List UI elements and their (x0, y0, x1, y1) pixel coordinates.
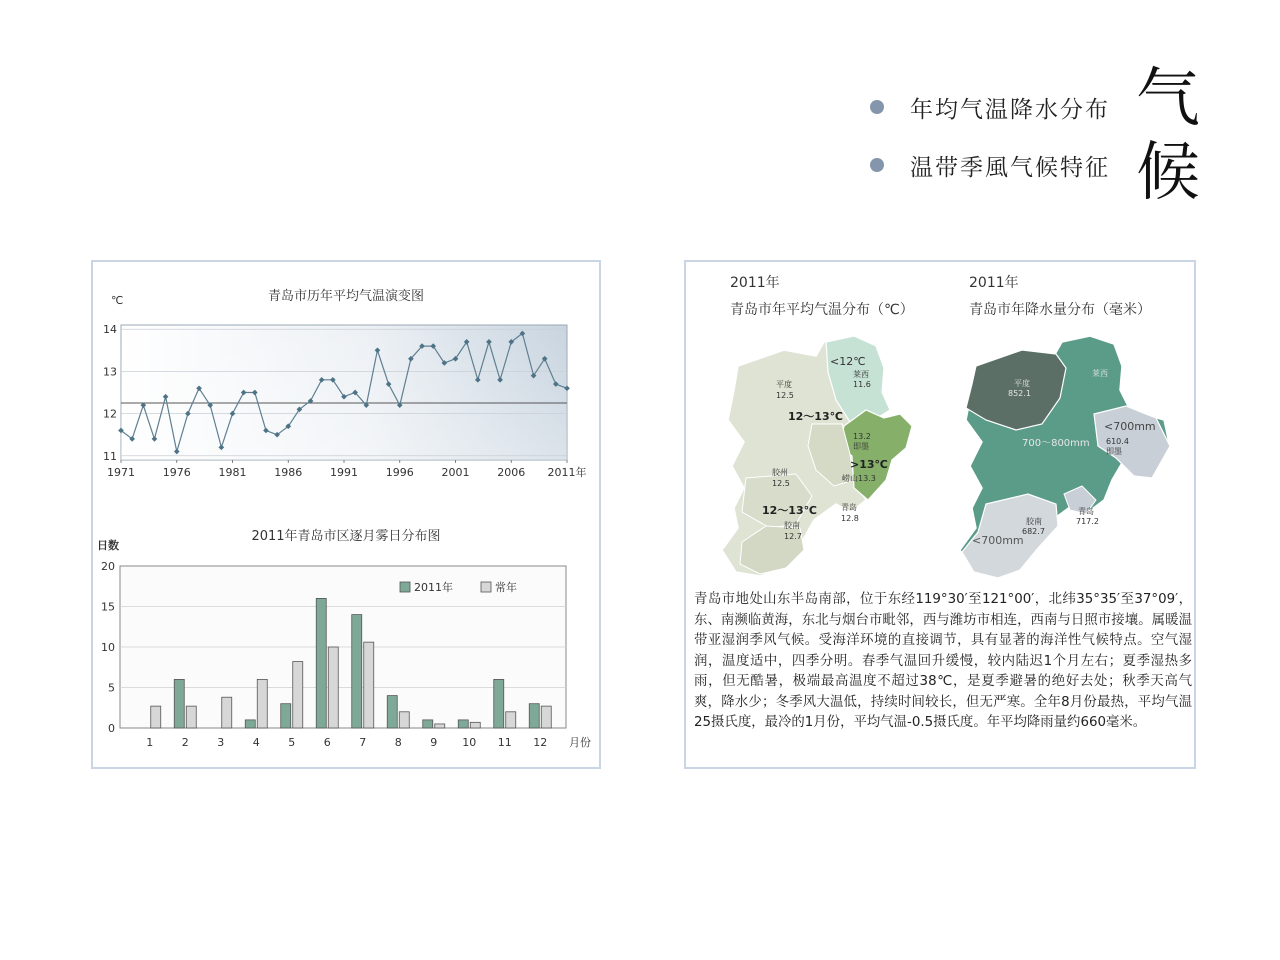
fog-x-ticks (146, 736, 547, 749)
fog-x-tick-label: 1 (146, 736, 154, 749)
zone-label: 12～13℃ (788, 410, 843, 423)
fog-bar-2011 (352, 615, 362, 728)
zone-label: >13℃ (850, 458, 888, 471)
temp-y-ticks (103, 323, 117, 463)
fog-bar-normal (328, 647, 338, 728)
city-label: 平度 (776, 380, 792, 389)
city-value: 13.2 (853, 432, 871, 441)
temp-map (722, 336, 912, 576)
fog-chart-title: 2011年青岛市区逐月雾日分布图 (251, 529, 441, 544)
fog-bar-2011 (174, 679, 184, 728)
zone-label: <700mm (972, 534, 1024, 547)
fog-y-tick-label: 10 (101, 641, 115, 654)
maps-svg (686, 328, 1194, 588)
city-label: 青岛 (1078, 507, 1094, 516)
fog-bar-normal (435, 724, 445, 728)
fog-x-tick-label: 5 (288, 736, 296, 749)
fog-x-tick-label: 4 (252, 736, 260, 749)
rain-map-title: 青岛市年降水量分布（毫米） (969, 302, 1151, 318)
city-label: 莱西 (1092, 369, 1108, 378)
city-label: 莱西 (853, 370, 869, 379)
fog-bar-normal (151, 706, 161, 728)
city-value: 610.4 (1106, 437, 1129, 446)
header-bullets (870, 78, 1130, 194)
temp-x-tick-label: 2001 (441, 466, 470, 479)
city-label: 即墨 (853, 442, 869, 451)
fog-chart-xlabel: 月份 (569, 736, 591, 749)
city-label: 即墨 (1106, 447, 1122, 456)
city-value: 717.2 (1076, 517, 1099, 526)
temp-y-tick-label: 13 (103, 365, 117, 379)
charts-panel (91, 260, 601, 769)
rain-map (960, 336, 1170, 578)
climate-description: 青岛市地处山东半岛南部，位于东经119°30′至121°00′，北纬35°35′至37°09′，东、南濒临黄海，东北与烟台市毗邻，西与潍坊市相连，西南与日照市接壤。属暖温带亚湿润季风气候。受海洋环境的直接调节，具有显著的海洋性气候特点。空气湿润，温度适中，四季分明。春季气温回升缓慢，较内陆迟1个月左右；夏季湿热多雨，但无酷暑，极端最高温度不超过38℃，是夏季避暑的绝好去处；秋季天高气爽，降水少；冬季风大温低，持续时间较长，但无严寒。全年8月份最热，平均气温25摄氏度，最冷的1月份，平均气温-0.5摄氏度。年平均降雨量约660毫米。 (694, 592, 1192, 730)
temp-x-tick-label: 2006 (497, 466, 526, 479)
temp-x-tick-label: 1996 (385, 466, 414, 479)
fog-bar-normal (364, 642, 374, 728)
temp-x-tick-label: 1986 (274, 466, 303, 479)
city-value: 11.6 (853, 380, 871, 389)
charts-svg (93, 262, 599, 767)
city-value: 12.7 (784, 532, 802, 541)
city-value: 682.7 (1022, 527, 1045, 536)
zone-label: 700～800mm (1022, 438, 1090, 449)
fog-bar-normal (399, 712, 409, 728)
temp-chart-unit: ℃ (111, 294, 124, 307)
fog-x-tick-label: 10 (462, 736, 477, 749)
temp-map-title: 青岛市年平均气温分布（℃） (730, 302, 914, 318)
bullet-item (870, 136, 1130, 194)
zone-label: <700mm (1104, 420, 1156, 433)
fog-bar-2011 (316, 598, 326, 728)
fog-y-tick-label: 0 (108, 722, 115, 735)
maps-panel (684, 260, 1196, 769)
city-label: 胶南 (784, 521, 800, 530)
fog-x-tick-label: 9 (430, 736, 438, 749)
temp-x-tick-label: 1971 (107, 466, 135, 479)
temp-plot-overlay (121, 325, 567, 460)
fog-bar-normal (541, 706, 551, 728)
fog-bar-2011 (529, 704, 539, 728)
temp-x-tick-label: 1976 (162, 466, 191, 479)
legend-swatch-normal (481, 582, 491, 592)
city-label: 青岛 (841, 503, 857, 512)
fog-x-tick-label: 7 (359, 736, 367, 749)
zone-label: <12℃ (830, 355, 866, 368)
legend-swatch-2011 (400, 582, 410, 592)
fog-bar-normal (506, 712, 516, 728)
fog-bar-normal (222, 697, 232, 728)
temp-map-heading (730, 270, 914, 324)
fog-x-tick-label: 11 (497, 736, 512, 749)
temp-x-tick-label: 2011年 (547, 466, 587, 479)
city-value: 12.5 (776, 391, 794, 400)
temp-y-tick-label: 14 (103, 323, 117, 337)
fog-chart-ylabel: 日数 (97, 539, 119, 552)
rain-map-heading (969, 270, 1151, 324)
city-value: 12.5 (772, 479, 790, 488)
fog-bar-2011 (494, 679, 504, 728)
bullet-dot-icon (870, 158, 884, 172)
city-label: 崂山 (842, 474, 858, 483)
fog-x-tick-label: 8 (394, 736, 402, 749)
temp-map-year: 2011年 (730, 275, 780, 291)
bullet-item (870, 78, 1130, 136)
fog-bar-normal (293, 662, 303, 728)
fog-bar-2011 (387, 696, 397, 728)
fog-bar-normal (257, 679, 267, 728)
bullet-dot-icon (870, 100, 884, 114)
bullet-text: 温带季風气候特征 (910, 154, 1110, 181)
fog-bar-normal (186, 706, 196, 728)
legend-label-2011: 2011年 (414, 581, 453, 594)
fog-x-tick-label: 6 (323, 736, 331, 749)
city-label: 胶南 (1026, 517, 1042, 526)
title-char: 候 (1136, 136, 1200, 210)
city-label: 胶州 (772, 468, 788, 477)
fog-bar-2011 (458, 720, 468, 728)
temp-y-tick-label: 11 (103, 449, 117, 463)
bullet-text: 年均气温降水分布 (910, 96, 1110, 123)
fog-y-ticks (101, 560, 115, 735)
temp-x-ticks (107, 460, 587, 479)
rain-map-year: 2011年 (969, 275, 1019, 291)
city-value: 12.8 (841, 514, 859, 523)
fog-bar-2011 (281, 704, 291, 728)
temp-x-tick-label: 1981 (218, 466, 247, 479)
temp-chart-title: 青岛市历年平均气温演变图 (267, 289, 425, 304)
fog-x-tick-label: 2 (181, 736, 189, 749)
fog-y-tick-label: 15 (101, 600, 115, 614)
legend-label-normal: 常年 (495, 581, 517, 594)
temp-y-tick-label: 12 (103, 407, 117, 421)
city-value: 13.3 (858, 474, 876, 483)
city-label: 平度 (1014, 379, 1030, 388)
title-char: 气 (1136, 62, 1200, 136)
fog-y-tick-label: 20 (101, 560, 115, 573)
fog-x-tick-label: 12 (533, 736, 548, 749)
fog-x-tick-label: 3 (217, 736, 225, 749)
vertical-title (1132, 62, 1204, 210)
fog-bar-normal (470, 722, 480, 728)
temp-x-tick-label: 1991 (330, 466, 358, 479)
fog-y-tick-label: 5 (108, 681, 115, 695)
fog-bar-2011 (245, 720, 255, 728)
fog-bar-2011 (423, 720, 433, 728)
city-value: 852.1 (1008, 389, 1031, 398)
zone-label: 12～13℃ (762, 504, 817, 517)
